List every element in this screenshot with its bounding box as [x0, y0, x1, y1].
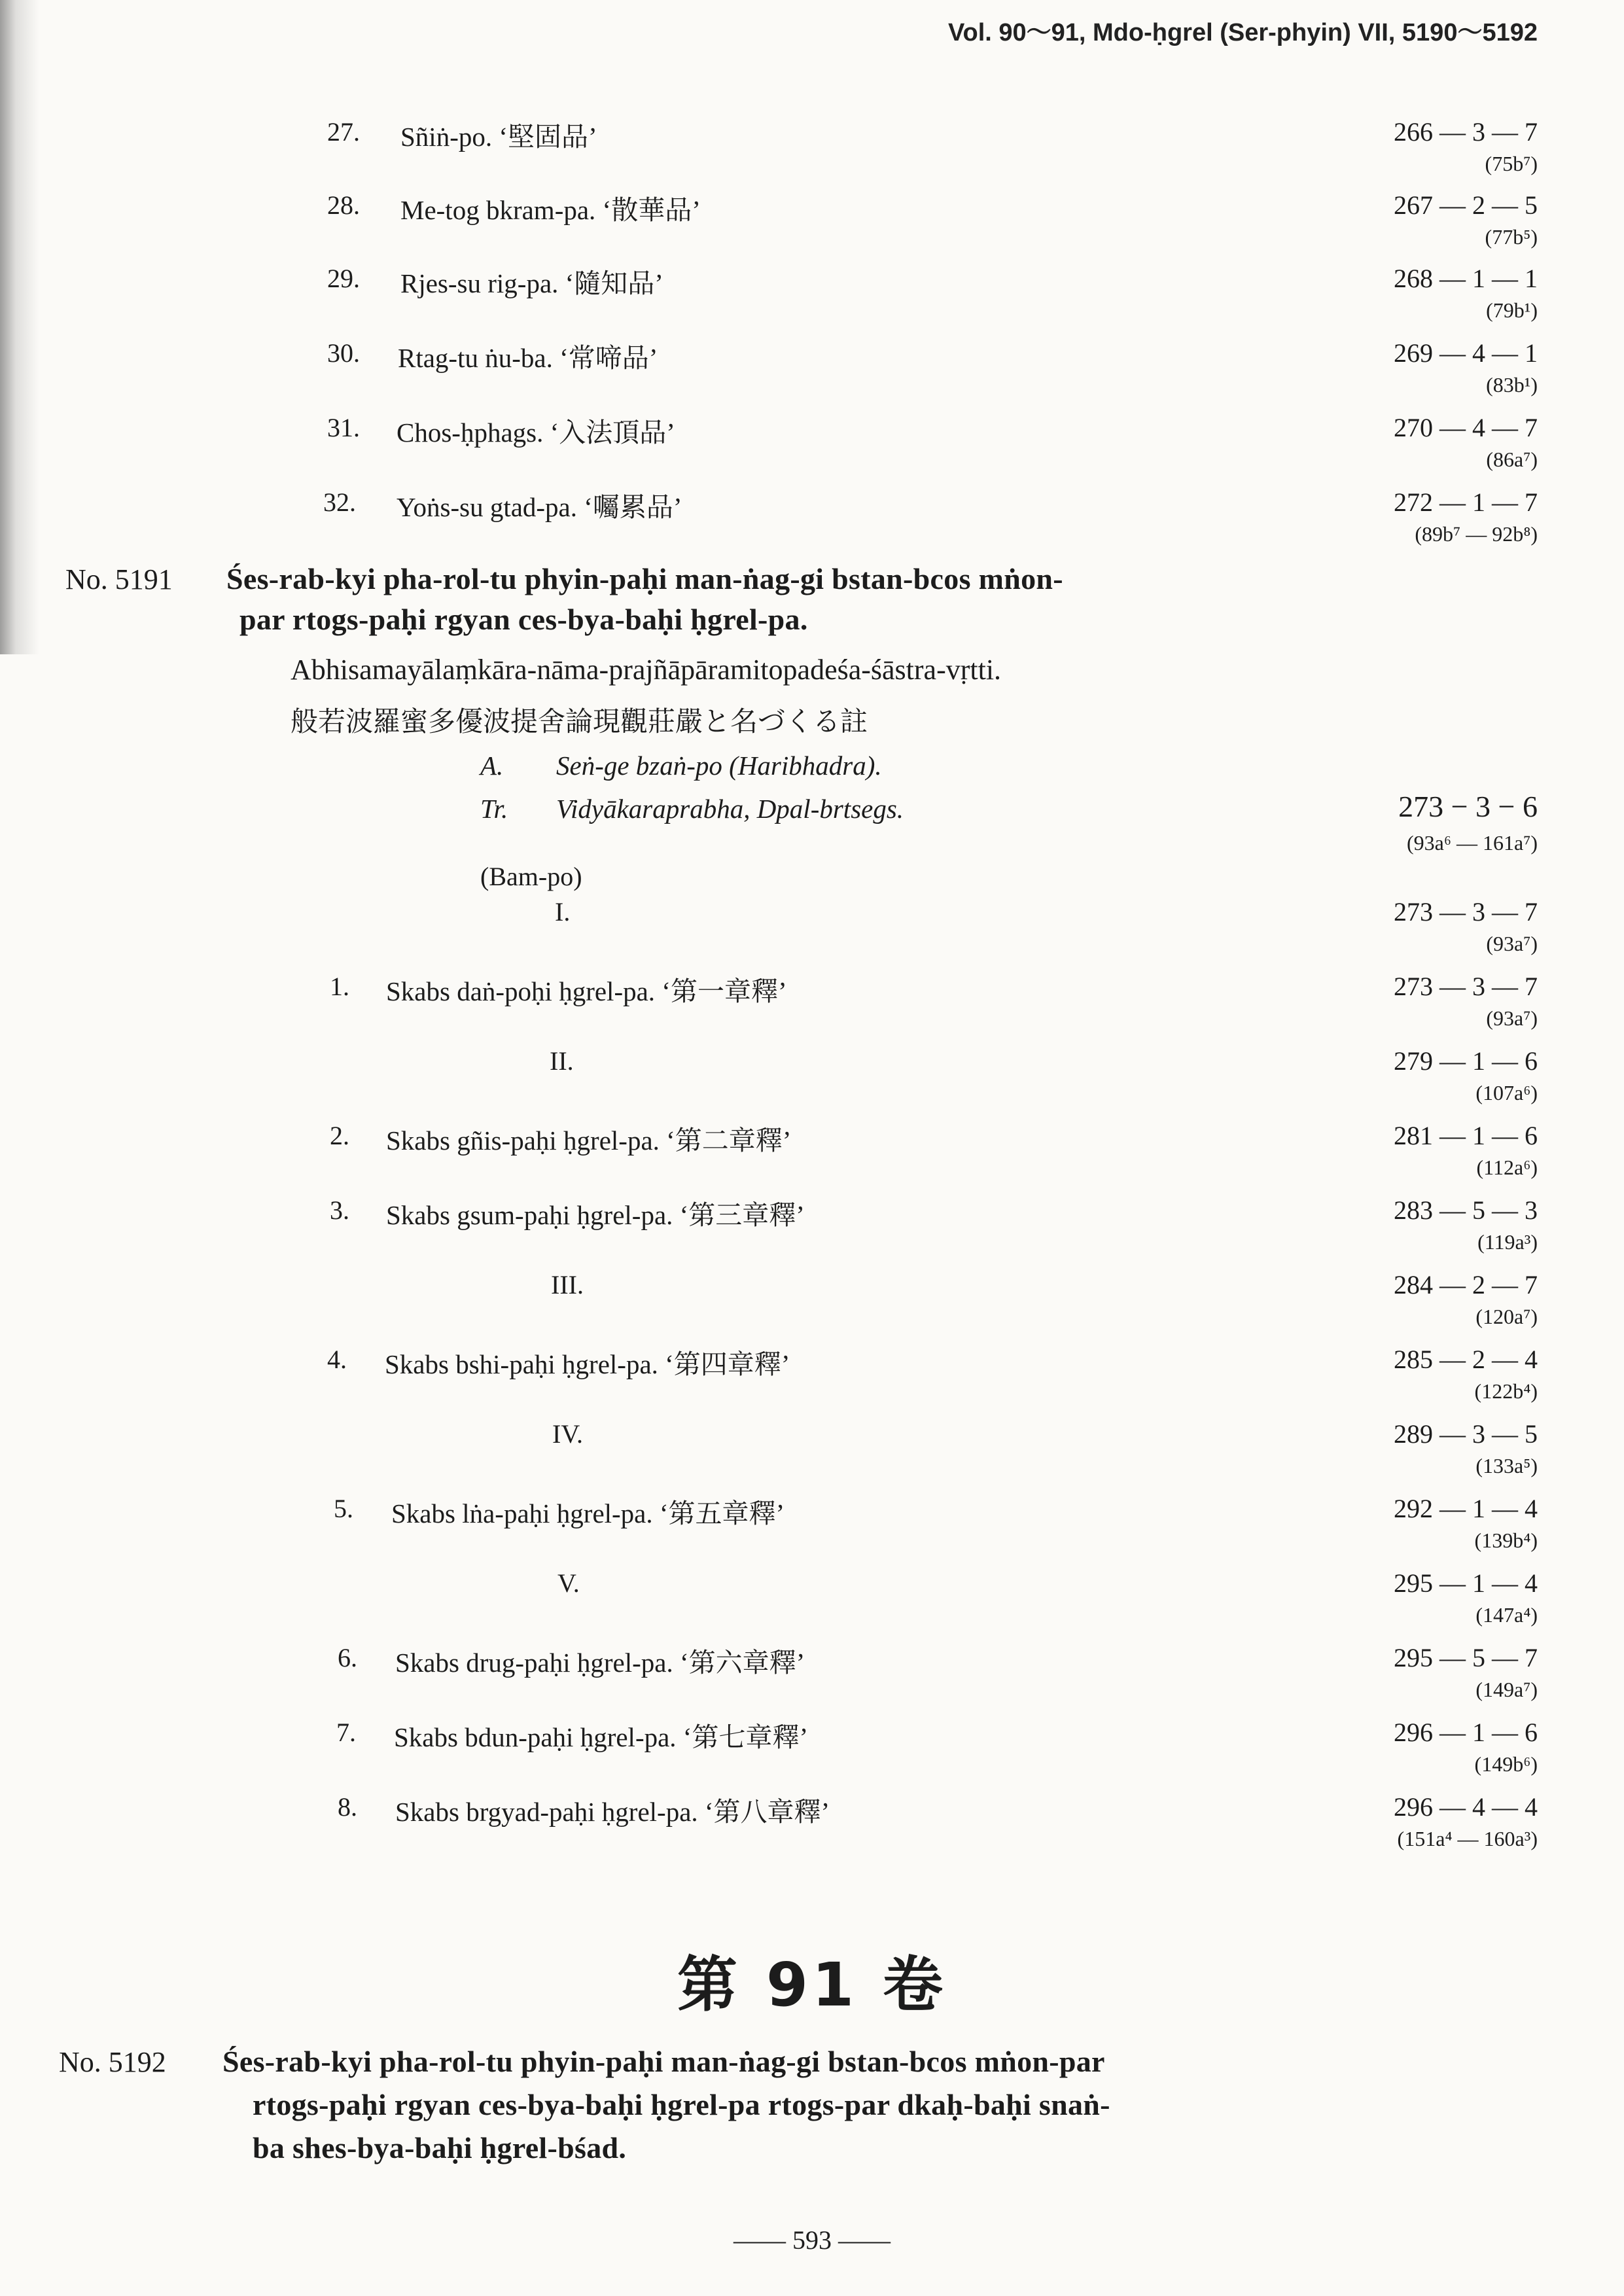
chapter-title: Rjes-su rig-pa. ‘隨知品’ [400, 268, 663, 298]
row-ref: 279 — 1 — 6 [1394, 1046, 1538, 1076]
row-folio: (151a⁴ — 160a³) [1397, 1827, 1538, 1850]
row-ref: 292 — 1 — 4 [1394, 1494, 1538, 1523]
entry-number: No. 5192 [59, 2046, 166, 2078]
chapter-number: 29. [327, 264, 360, 293]
chapter-title: Sñiṅ-po. ‘堅固品’ [400, 122, 597, 152]
row-ref: 289 — 3 — 5 [1394, 1419, 1538, 1449]
chapter-title: Skabs daṅ-poḥi ḥgrel-pa. ‘第一章釋’ [386, 976, 787, 1006]
entry-title-line-3: ba shes-bya-baḥi ḥgrel-bśad. [253, 2131, 627, 2164]
translator-name: Vidyākaraprabha, Dpal-brtsegs. [556, 794, 904, 824]
row-folio: (139b⁴) [1474, 1528, 1538, 1552]
row-folio: (93a⁷) [1486, 1006, 1538, 1030]
chapter-folio: (89b⁷ — 92b⁸) [1415, 522, 1538, 546]
chapter-title: Skabs gñis-paḥi ḥgrel-pa. ‘第二章釋’ [386, 1125, 792, 1156]
entry-title-line-2: rtogs-paḥi rgyan ces-bya-baḥi ḥgrel-pa rtogs-par dkaḥ-baḥi snaṅ- [253, 2088, 1110, 2121]
chapter-ref: 270 — 4 — 7 [1394, 413, 1538, 442]
volume-heading: 第 91 卷 [677, 1950, 947, 2020]
entry-title-line-1: Śes-rab-kyi pha-rol-tu phyin-paḥi man-ṅag-gi bstan-bcos mṅon-par [222, 2045, 1105, 2078]
chapter-number: 7. [336, 1718, 356, 1747]
chapter-number: 2. [330, 1121, 349, 1150]
chapter-ref: 272 — 1 — 7 [1394, 487, 1538, 517]
chapter-title: Skabs lṅa-paḥi ḥgrel-pa. ‘第五章釋’ [391, 1498, 785, 1528]
chapter-folio: (77b⁵) [1485, 225, 1538, 249]
translator-label: Tr. [480, 794, 508, 824]
chapter-title: Chos-ḥphags. ‘入法頂品’ [397, 417, 675, 448]
row-ref: 295 — 5 — 7 [1394, 1643, 1538, 1672]
chapter-folio: (83b¹) [1486, 373, 1538, 397]
page-number: —— 593 —— [733, 2225, 891, 2255]
chapter-number: 27. [327, 117, 360, 147]
chapter-number: 8. [338, 1792, 357, 1822]
chapter-title: Me-tog bkram-pa. ‘散華品’ [400, 195, 701, 225]
japanese-title: 般若波羅蜜多優波提舍論現觀莊嚴と名づくる註 [291, 705, 868, 737]
entry-ref: 273 − 3 − 6 [1398, 790, 1538, 823]
row-folio: (112a⁶) [1476, 1156, 1538, 1179]
chapter-title: Yoṅs-su gtad-pa. ‘囑累品’ [397, 492, 682, 522]
chapter-folio: (79b¹) [1486, 298, 1538, 322]
row-folio: (133a⁵) [1475, 1454, 1538, 1477]
row-folio: (120a⁷) [1475, 1305, 1538, 1328]
chapter-title: Skabs bshi-paḥi ḥgrel-pa. ‘第四章釋’ [385, 1349, 790, 1379]
chapter-title: Skabs bdun-paḥi ḥgrel-pa. ‘第七章釋’ [394, 1722, 809, 1752]
row-folio: (93a⁷) [1486, 932, 1538, 955]
chapter-title: Skabs gsum-paḥi ḥgrel-pa. ‘第三章釋’ [386, 1200, 805, 1230]
row-ref: 285 — 2 — 4 [1394, 1345, 1538, 1374]
chapter-number: 3. [330, 1195, 349, 1225]
row-folio: (147a⁴) [1475, 1603, 1538, 1627]
chapter-number: 5. [334, 1494, 353, 1523]
entry-number: No. 5191 [65, 563, 173, 595]
row-folio: (149a⁷) [1475, 1678, 1538, 1701]
author-label: A. [480, 751, 504, 781]
chapter-number: 32. [323, 487, 356, 517]
row-ref: 295 — 1 — 4 [1394, 1568, 1538, 1598]
row-folio: (107a⁶) [1475, 1081, 1538, 1104]
bampo-title: V. [557, 1568, 580, 1598]
scan-edge-shadow [0, 0, 39, 654]
bampo-title: I. [555, 897, 571, 927]
entry-folio: (93a⁶ — 161a⁷) [1406, 831, 1538, 855]
row-ref: 296 — 4 — 4 [1394, 1792, 1538, 1822]
row-ref: 296 — 1 — 6 [1394, 1718, 1538, 1747]
chapter-title: Skabs drug-paḥi ḥgrel-pa. ‘第六章釋’ [395, 1648, 805, 1678]
row-folio: (119a³) [1477, 1230, 1538, 1254]
chapter-folio: (75b⁷) [1485, 152, 1538, 175]
bampo-title: IV. [552, 1419, 584, 1449]
chapter-number: 28. [327, 190, 360, 220]
chapter-ref: 267 — 2 — 5 [1394, 190, 1538, 220]
row-ref: 284 — 2 — 7 [1394, 1270, 1538, 1299]
chapter-number: 6. [338, 1643, 357, 1672]
chapter-ref: 268 — 1 — 1 [1394, 264, 1538, 293]
chapter-number: 30. [327, 338, 360, 368]
row-ref: 281 — 1 — 6 [1394, 1121, 1538, 1150]
running-head: Vol. 90～91, Mdo-ḥgrel (Ser-phyin) VII, 5190～5192 [947, 19, 1538, 46]
bampo-title: III. [551, 1270, 584, 1299]
chapter-title: Rtag-tu ṅu-ba. ‘常啼品’ [398, 343, 658, 373]
chapter-number: 1. [330, 972, 349, 1001]
bampo-label: (Bam-po) [480, 862, 582, 891]
row-ref: 273 — 3 — 7 [1394, 972, 1538, 1001]
row-folio: (149b⁶) [1474, 1752, 1538, 1776]
chapter-number: 31. [327, 413, 360, 442]
chapter-number: 4. [327, 1345, 347, 1374]
author-name: Seṅ-ge bzaṅ-po (Haribhadra). [556, 751, 882, 781]
bampo-title: II. [550, 1046, 574, 1076]
chapter-title: Skabs brgyad-paḥi ḥgrel-pa. ‘第八章釋’ [395, 1797, 830, 1827]
entry-title-line-2: par rtogs-paḥi rgyan ces-bya-baḥi ḥgrel-pa. [239, 603, 808, 636]
row-folio: (122b⁴) [1474, 1379, 1538, 1403]
entry-title-line-1: Śes-rab-kyi pha-rol-tu phyin-paḥi man-ṅag-gi bstan-bcos mṅon- [226, 562, 1063, 595]
sanskrit-title: Abhisamayālaṃkāra-nāma-prajñāpāramitopadeśa-śāstra-vṛtti. [291, 654, 1002, 686]
chapter-folio: (86a⁷) [1486, 448, 1538, 471]
row-ref: 283 — 5 — 3 [1394, 1195, 1538, 1225]
chapter-ref: 269 — 4 — 1 [1394, 338, 1538, 368]
row-ref: 273 — 3 — 7 [1394, 897, 1538, 927]
chapter-ref: 266 — 3 — 7 [1394, 117, 1538, 147]
